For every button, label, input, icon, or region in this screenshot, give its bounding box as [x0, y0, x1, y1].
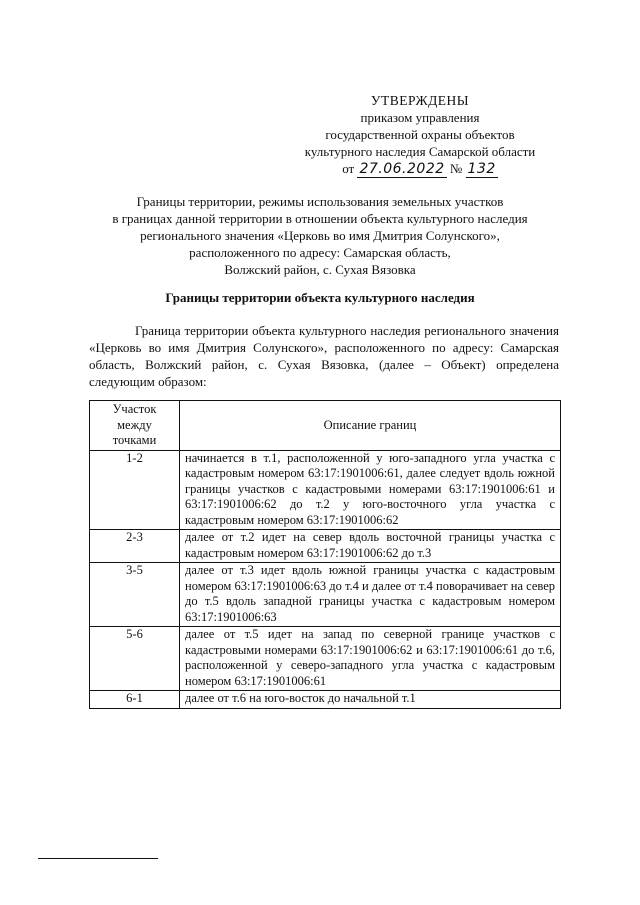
title-line-1: Границы территории, режимы использования земельных участков — [136, 194, 504, 209]
segment-cell: 1-2 — [90, 450, 180, 530]
approval-heading: УТВЕРЖДЕНЫ — [370, 93, 470, 108]
header-segment — [90, 401, 180, 451]
title-line-5: Волжский район, с. Сухая Вязовка — [224, 262, 416, 277]
intro-paragraph: Граница территории объекта культурного наследия регионального значения «Церковь во имя Дмитрия Солунского», расположенного по адресу: Самарская область, Волжский район, с. Сухая Вязовка, (далее – Объект) определена следующим образом: — [89, 323, 559, 389]
handwritten-number: 132 — [467, 161, 496, 177]
number-prefix: № — [449, 161, 463, 176]
header-description: Описание границ — [180, 401, 561, 451]
segment-cell: 6-1 — [90, 691, 180, 709]
description-cell: далее от т.6 на юго-восток до начальной т.1 — [180, 691, 561, 709]
approval-block — [280, 92, 560, 178]
approval-line-1: приказом управления — [360, 110, 480, 125]
handwritten-date: 27.06.2022 — [359, 161, 445, 177]
table-row — [90, 530, 561, 563]
header-segment-line-2: между — [117, 417, 152, 432]
header-segment-line-3: точками — [112, 433, 157, 447]
date-prefix: от — [342, 161, 355, 176]
table-row — [90, 450, 561, 530]
title-line-4: расположенного по адресу: Самарская область, — [189, 245, 451, 260]
boundary-table — [89, 400, 561, 709]
description-cell: начинается в т.1, расположенной у юго-западного угла участка с кадастровым номером 63:17:1901006:61, далее следует вдоль южной границы участков с кадастровыми номерами 63:17:1901006:61 и 63:17:1901006:62 до т.2 у юго-восточного угла участка с кадастровым номером 63:17:1901006:62 — [180, 450, 561, 530]
section-heading: Границы территории объекта культурного наследия — [165, 290, 475, 305]
segment-cell: 2-3 — [90, 530, 180, 563]
description-cell: далее от т.2 идет на север вдоль восточной границы участка с кадастровым номером 63:17:1901006:62 до т.3 — [180, 530, 561, 563]
header-segment-line-1: Участок — [112, 402, 157, 416]
approval-line-3: культурного наследия Самарской области — [304, 144, 536, 159]
approval-date-line — [280, 160, 560, 178]
approval-line-2: государственной охраны объектов — [325, 127, 515, 142]
description-cell: далее от т.3 идет вдоль южной границы участка с кадастровым номером 63:17:1901006:63 до т.4 и далее от т.4 поворачивает на север до т.5 вдоль западной границы участка с кадастровым номером 63:17:1901006:63 — [180, 563, 561, 627]
table-row — [90, 627, 561, 691]
footnote-divider — [38, 858, 158, 859]
table-row — [90, 563, 561, 627]
description-cell: далее от т.5 идет на запад по северной границе участков с кадастровыми номерами 63:17:1901006:62 и 63:17:1901006:61 до т.6, расположенной у северо-западного угла участка с кадастровым номером 63:17:1901006:61 — [180, 627, 561, 691]
table-row — [90, 691, 561, 709]
table-header-row — [90, 401, 561, 451]
segment-cell: 5-6 — [90, 627, 180, 691]
title-line-2: в границах данной территории в отношении объекта культурного наследия — [112, 211, 528, 226]
segment-cell: 3-5 — [90, 563, 180, 627]
document-title — [70, 193, 570, 278]
title-line-3: регионального значения «Церковь во имя Дмитрия Солунского», — [140, 228, 500, 243]
